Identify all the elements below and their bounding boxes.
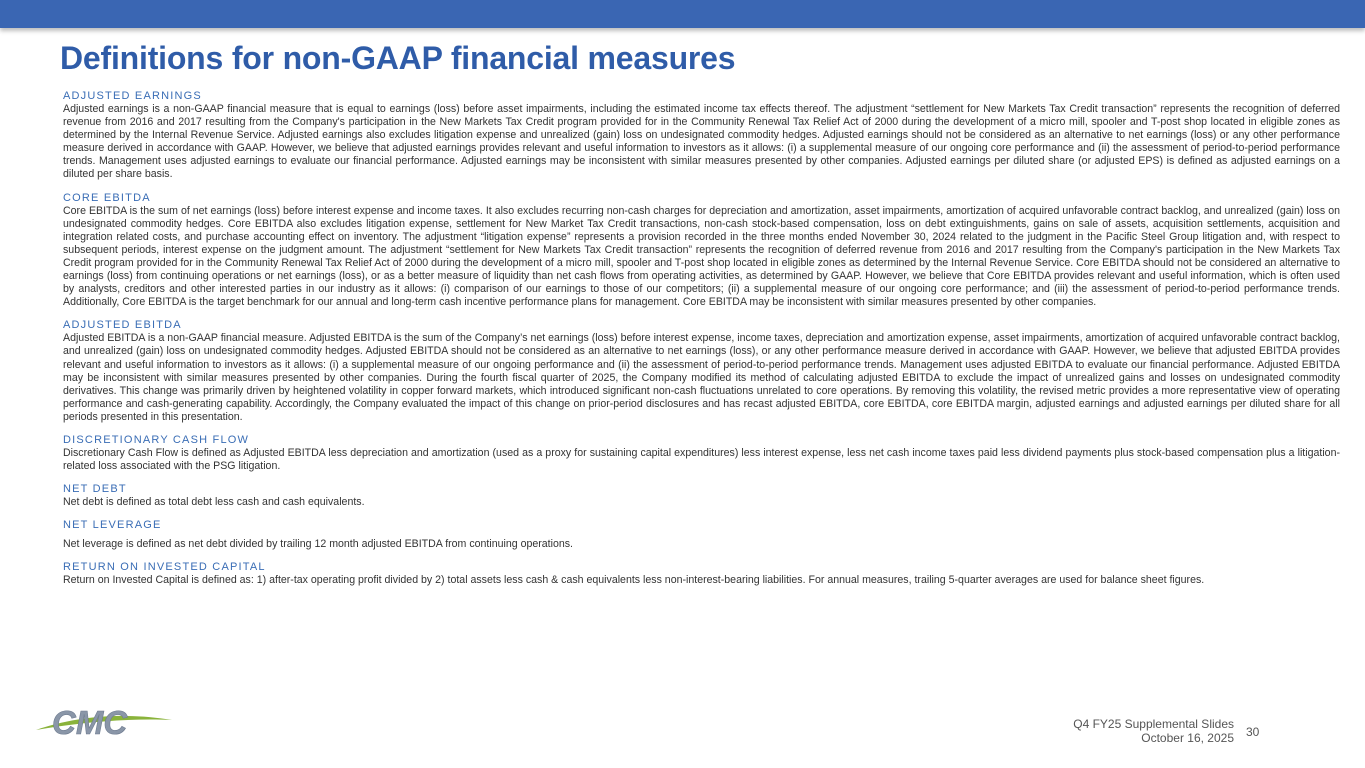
section-heading: NET LEVERAGE — [63, 519, 162, 532]
section-core-ebitda — [63, 191, 1340, 310]
page-title: Definitions for non-GAAP financial measures — [60, 40, 736, 76]
section-heading: RETURN ON INVESTED CAPITAL — [63, 561, 266, 574]
section-body: Adjusted earnings is a non-GAAP financial measure that is equal to earnings (loss) before asset impairments, including the estimated income tax effects thereof. The adjustment “settlement for New Markets Tax Credit transaction” represents the recognition of deferred revenue from 2016 and 2017 resulting from the Company's participation in the New Markets Tax Credit program provided for in the Community Renewal Tax Relief Act of 2000 during the development of a micro mill, spooler and T-post shop located in eligible zones as determined by the Internal Revenue Service. Adjusted earnings also excludes litigation expense and unrealized (gain) loss on undesignated commodity hedges. Adjusted earnings should not be considered as an alternative to net earnings (loss) or any other performance measure derived in accordance with GAAP. However, we believe that adjusted earnings provides relevant and useful information to investors as it allows: (i) a supplemental measure of our ongoing core performance and (ii) the assessment of period-to-period performance trends. Management uses adjusted earnings to evaluate our financial performance. Adjusted earnings may be inconsistent with similar measures presented by other companies. Adjusted earnings per diluted share (or adjusted EPS) is defined as adjusted earnings on a diluted per share basis. — [63, 103, 1340, 181]
section-net-leverage — [63, 518, 1340, 551]
section-heading: CORE EBITDA — [63, 191, 151, 204]
logo-text: CMC — [52, 704, 128, 740]
section-body: Net leverage is defined as net debt divided by trailing 12 month adjusted EBITDA from continuing operations. — [63, 538, 573, 551]
section-body: Return on Invested Capital is defined as: 1) after-tax operating profit divided by 2) total assets less cash & cash equivalents less non-interest-bearing liabilities. For annual measures, trailing 5-quarter averages are used for balance sheet figures. — [63, 574, 1205, 587]
section-return-on-invested-capital — [63, 560, 1340, 587]
cmc-logo — [36, 700, 172, 740]
top-accent-bar — [0, 0, 1365, 28]
section-net-debt — [63, 482, 1340, 509]
section-body: Adjusted EBITDA is a non-GAAP financial measure. Adjusted EBITDA is the sum of the Company’s net earnings (loss) before interest expense, income taxes, depreciation and amortization expense, asset impairments, amortization of acquired unfavorable contract backlog, and unrealized (gain) loss on undesignated commodity hedges. Adjusted EBITDA should not be considered as an alternative to net earnings (loss), or any other performance measure derived in accordance with GAAP. However, we believe that adjusted EBITDA provides relevant and useful information to investors as it allows: (i) a supplemental measure of our ongoing performance and (ii) the assessment of period-to-period performance trends. Management uses adjusted EBITDA to evaluate our financial performance. Adjusted EBITDA may be inconsistent with similar measures presented by other companies. During the fourth fiscal quarter of 2025, the Company modified its method of calculating adjusted EBITDA to exclude the impact of unrealized gains and losses on undesignated commodity derivatives. This change was primarily driven by heightened volatility in copper forward markets, which introduced significant non-cash fluctuations unrelated to core operations. By removing this volatility, the revised metric provides a more representative view of operating performance and cash-generating capability. Accordingly, the Company evaluated the impact of this change on prior-period disclosures and has recast adjusted EBITDA, core EBITDA, core EBITDA margin, adjusted earnings and adjusted earnings per diluted share for all periods presented in this presentation. — [63, 332, 1340, 423]
section-body: Net debt is defined as total debt less cash and cash equivalents. — [63, 496, 365, 509]
definitions-content — [63, 89, 1340, 596]
section-heading: ADJUSTED EARNINGS — [63, 90, 202, 102]
slides-label: Q4 FY25 Supplemental Slides — [1073, 717, 1234, 731]
section-heading: DISCRETIONARY CASH FLOW — [63, 433, 250, 446]
presentation-date: October 16, 2025 — [1141, 731, 1234, 745]
section-adjusted-ebitda — [63, 318, 1340, 424]
section-heading: ADJUSTED EBITDA — [63, 319, 182, 332]
section-discretionary-cash-flow — [63, 433, 1340, 473]
footer-info — [1073, 717, 1234, 745]
section-adjusted-earnings — [63, 89, 1340, 182]
section-heading: NET DEBT — [63, 483, 127, 496]
section-body: Discretionary Cash Flow is defined as Adjusted EBITDA less depreciation and amortization (used as a proxy for sustaining capital expenditures) less interest expense, less net cash income taxes paid less dividend payments plus stock-based compensation plus a litigation-related loss associated with the PSG litigation. — [63, 446, 1340, 473]
page-number: 30 — [1246, 725, 1260, 739]
section-body: Core EBITDA is the sum of net earnings (loss) before interest expense and income taxes. It also excludes recurring non-cash charges for depreciation and amortization, asset impairments, amortization of acquired unfavorable contract backlog, and unrealized (gain) loss on undesignated commodity hedges. Core EBITDA also excludes litigation expense, settlement for New Market Tax Credit transactions, non-cash stock-based compensation, loss on debt extinguishments, gains on sale of assets, acquisition settlements, acquisition and integration related costs, and purchase accounting effect on inventory. The adjustment “litigation expense” represents a provision recorded in the three months ended November 30, 2024 related to the judgment in the Pacific Steel Group litigation and, with respect to subsequent periods, interest expense on the judgment amount. The adjustment “settlement for New Markets Tax Credit transaction” represents the recognition of deferred revenue from 2016 and 2017 resulting from the Company's participation in the New Markets Tax Credit program provided for in the Community Renewal Tax Relief Act of 2000 during the development of a micro mill, spooler and T-post shop located in eligible zones as determined by the Internal Revenue Service. Core EBITDA should not be considered an alternative to earnings (loss) from continuing operations or net earnings (loss), or as a better measure of liquidity than net cash flows from operating activities, as determined by GAAP. However, we believe that Core EBITDA provides relevant and useful information, which is often used by analysts, creditors and other interested parties in our industry as it allows: (i) comparison of our earnings to those of our competitors; (ii) a supplemental measure of our ongoing core performance; and (iii) the assessment of period-to-period performance trends. Additionally, Core EBITDA is the target benchmark for our annual and long-term cash incentive performance plans for management. Core EBITDA may be inconsistent with similar measures presented by other companies. — [63, 204, 1340, 309]
